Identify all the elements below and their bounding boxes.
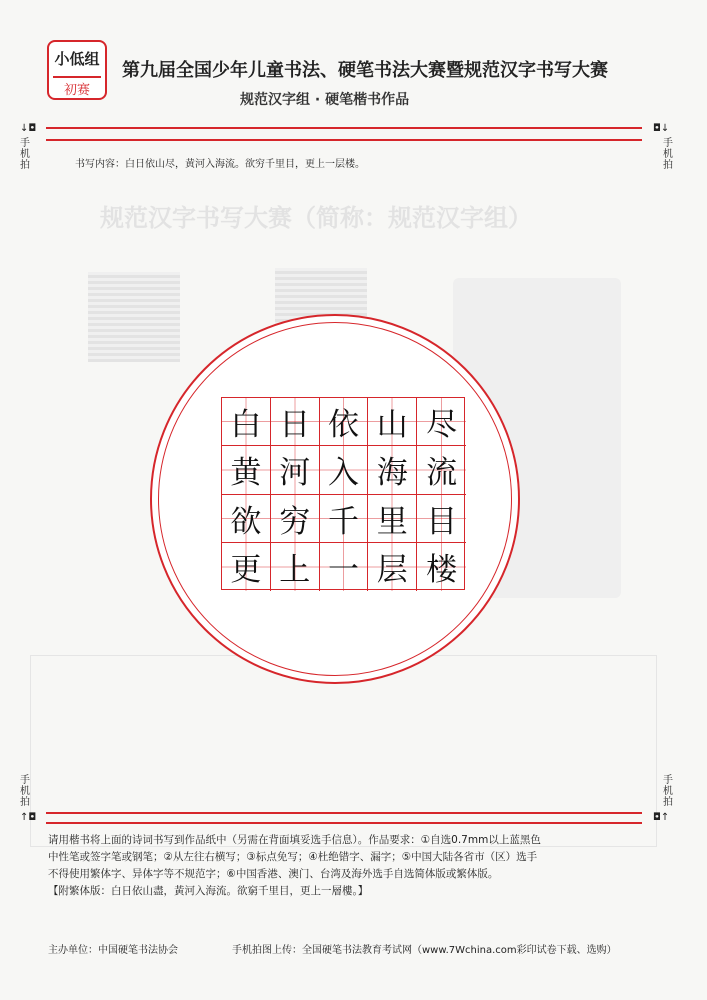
requirements-line: 不得使用繁体字、异体字等不规范字；⑥中国香港、澳门、台湾及海外选手自选简体版或繁体版。 [48,868,499,880]
top-border-line [46,127,642,129]
bottom-border-line [46,812,642,814]
grid-cell: 山 [368,398,417,446]
calligraphy-grid [221,397,465,590]
writing-content: 书写内容：白日依山尽，黄河入海流。欲穷千里目，更上一层楼。 [75,159,365,170]
camera-corner-mark-icon: ↓◘ [20,123,37,134]
grid-cell: 上 [271,543,320,591]
grid-cell: 依 [320,398,369,446]
grid-cell: 日 [271,398,320,446]
camera-corner-mark-icon: ↑◘ [20,812,37,823]
round-label: 初赛 [63,83,90,98]
requirements-line: 中性笔或签字笔或钢笔；②从左往右横写；③标点免写；④杜绝错字、漏字；⑤中国大陆各省市（区）选手 [48,851,538,863]
bottom-border-line [46,822,642,824]
camera-corner-mark-icon: ◘↑ [653,812,670,823]
requirements-text [48,832,654,900]
grid-cell: 白 [222,398,271,446]
requirements-line: 请用楷书将上面的诗词书写到作品纸中（另需在背面填妥选手信息）。作品要求：①自选0.7mm以上蓝黑色 [48,834,541,846]
badge-divider [53,76,101,78]
group-label: 小低组 [54,50,100,68]
side-label-phone-photo: 手机拍 [663,138,673,171]
grid-cell: 目 [417,495,466,543]
side-label-phone-photo: 手机拍 [20,138,30,171]
grid-cell: 层 [368,543,417,591]
traditional-version-line: 【附繁体版：白日依山盡，黃河入海流。欲窮千里目，更上一層樓。】 [48,885,369,897]
show-through-title: 规范汉字书写大赛（简称：规范汉字组） [100,203,532,232]
organizer-text: 主办单位：中国硬笔书法协会 [48,945,178,956]
page-title: 第九届全国少年儿童书法、硬笔书法大赛暨规范汉字书写大赛 [122,60,608,81]
show-through-qr-code [88,272,180,362]
grid-cell: 海 [368,446,417,494]
grid-cell: 流 [417,446,466,494]
grid-cell: 入 [320,446,369,494]
group-badge [47,40,107,100]
side-label-phone-photo: 手机拍 [20,775,30,808]
grid-cell: 一 [320,543,369,591]
grid-cell: 楼 [417,543,466,591]
page-subtitle: 规范汉字组 · 硬笔楷书作品 [240,92,410,108]
grid-cell: 黄 [222,446,271,494]
grid-cell: 河 [271,446,320,494]
top-border-line [46,139,642,141]
grid-cell: 千 [320,495,369,543]
side-label-phone-photo: 手机拍 [663,775,673,808]
grid-cell: 尽 [417,398,466,446]
camera-corner-mark-icon: ◘↓ [653,123,670,134]
upload-info-text: 手机拍图上传：全国硬笔书法教育考试网（www.7Wchina.com彩印试卷下载、选购） [232,945,617,956]
grid-cell: 欲 [222,495,271,543]
grid-cell: 更 [222,543,271,591]
grid-cell: 里 [368,495,417,543]
grid-cell: 穷 [271,495,320,543]
